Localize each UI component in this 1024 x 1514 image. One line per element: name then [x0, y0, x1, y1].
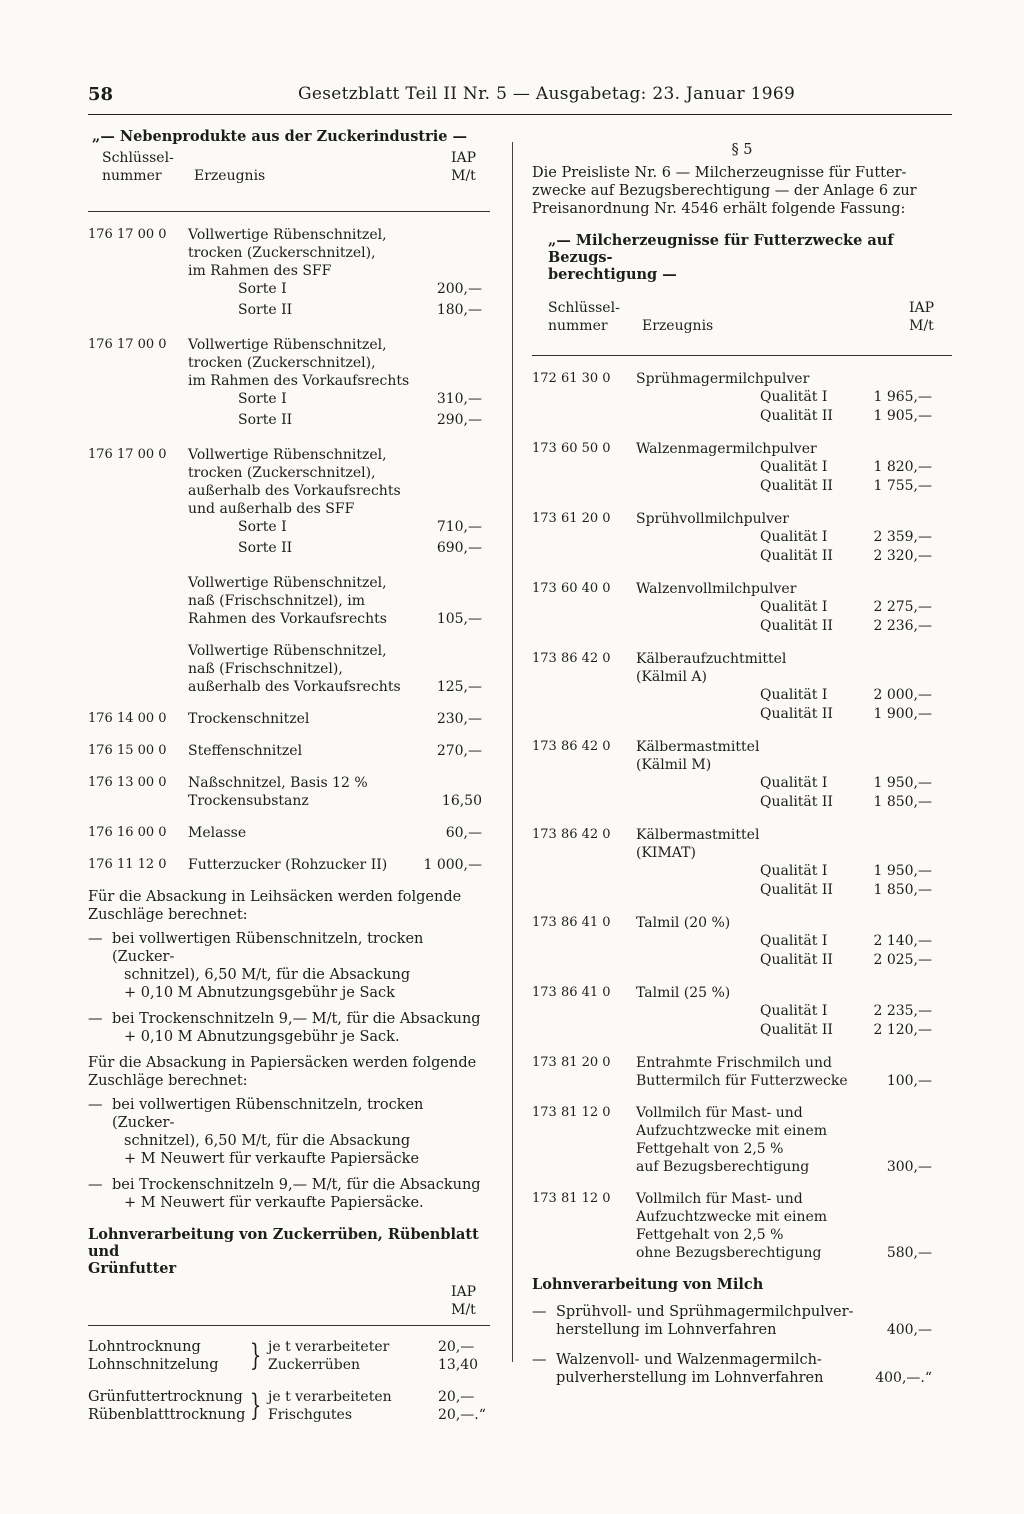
grade-label: Qualität II	[760, 1022, 833, 1038]
lohn-rows	[88, 1338, 490, 1432]
grade-label: Qualität I	[760, 389, 828, 405]
lohn-item: Lohntrocknung	[88, 1339, 201, 1355]
right-column	[532, 128, 952, 1399]
product-name	[188, 446, 490, 518]
product-line: Sprühvollmilchpulver	[636, 511, 790, 527]
product-code: 173 60 40 0	[532, 581, 611, 596]
bullet-dash: —	[532, 1304, 547, 1320]
lohn-prices	[438, 1388, 486, 1424]
sub-row	[88, 390, 490, 411]
product-name	[636, 914, 952, 932]
price: 60,—	[445, 825, 482, 841]
price: 2 025,—	[873, 952, 932, 968]
product-name	[636, 580, 952, 598]
price: 2 320,—	[873, 548, 932, 564]
price: 20,—.“	[438, 1407, 486, 1423]
lohn-desc	[268, 1338, 389, 1374]
price: 13,40	[438, 1357, 479, 1373]
product-code: 176 11 12 0	[88, 857, 167, 872]
table-row	[88, 574, 490, 628]
price: 1 000,—	[423, 857, 482, 873]
product-line: Aufzuchtzwecke mit einem	[636, 1123, 828, 1139]
table-row	[532, 580, 952, 636]
price: 1 900,—	[873, 706, 932, 722]
bullet-line: + M Neuwert für verkaufte Papiersäcke	[124, 1151, 420, 1167]
table-header	[532, 289, 952, 355]
brace: }	[249, 1338, 262, 1373]
table-row	[88, 824, 490, 842]
bullet-item	[88, 1010, 490, 1046]
grade-label: Qualität I	[760, 1003, 828, 1019]
bullet-list	[88, 1096, 490, 1212]
paragraph: Für die Absackung in Leihsäcken werden folgende Zuschläge berechnet:	[88, 889, 462, 923]
lohn-desc-line: je t verarbeiteten	[268, 1389, 392, 1405]
lohn-table-header	[88, 1277, 490, 1321]
bullet-line: pulverherstellung im Lohnverfahren	[556, 1370, 824, 1386]
quality-row	[532, 705, 952, 724]
lohn-row	[88, 1338, 490, 1382]
bullet-line: bei vollwertigen Rübenschnitzeln, trocken (Zucker-	[112, 931, 424, 965]
grade-label: Qualität I	[760, 933, 828, 949]
bullet-line: bei Trockenschnitzeln 9,— M/t, für die Absackung	[112, 1011, 481, 1027]
price: 310,—	[436, 391, 482, 407]
price: 1 850,—	[873, 882, 932, 898]
product-line: Futterzucker (Rohzucker II)	[188, 857, 388, 873]
bullet-line: herstellung im Lohnverfahren	[556, 1322, 777, 1338]
price: 20,—	[438, 1389, 475, 1405]
col-price-header: IAP M/t	[908, 300, 934, 334]
product-name	[188, 226, 490, 280]
lohn-desc-line: Zuckerrüben	[268, 1357, 361, 1373]
product-line: Vollwertige Rübenschnitzel,	[188, 337, 387, 353]
product-line: außerhalb des Vorkaufsrechts	[188, 679, 401, 695]
header-rule	[88, 211, 490, 212]
col-code-header: Schlüssel- nummer	[102, 150, 174, 184]
product-code: 173 86 42 0	[532, 651, 611, 666]
col-code-header: Schlüssel- nummer	[548, 300, 620, 334]
lohn-desc-line: je t verarbeiteter	[268, 1339, 390, 1355]
sub-row	[88, 518, 490, 539]
left-entries	[88, 226, 490, 874]
header-rule	[532, 355, 952, 356]
table-row	[532, 1054, 952, 1090]
price: 230,—	[436, 711, 482, 727]
table-row	[88, 710, 490, 728]
bullet-dash: —	[532, 1352, 547, 1368]
quality-row	[532, 477, 952, 496]
price: 690,—	[436, 540, 482, 556]
bullet-line: schnitzel), 6,50 M/t, für die Absackung	[124, 1133, 411, 1149]
product-code: 176 15 00 0	[88, 743, 167, 758]
price: 300,—	[886, 1159, 932, 1175]
product-line: im Rahmen des SFF	[188, 263, 332, 279]
product-code: 173 61 20 0	[532, 511, 611, 526]
price: 100,—	[886, 1073, 932, 1089]
grade-label: Qualität II	[760, 882, 833, 898]
product-name	[636, 370, 952, 388]
table-row	[532, 370, 952, 426]
table-row	[532, 440, 952, 496]
bullet-line: + 0,10 M Abnutzungsgebühr je Sack.	[124, 1029, 400, 1045]
price: 2 140,—	[873, 933, 932, 949]
lohn-milch-title: Lohnverarbeitung von Milch	[532, 1276, 764, 1293]
col-product-header: Erzeugnis	[642, 318, 714, 334]
product-line: Entrahmte Frischmilch und	[636, 1055, 833, 1071]
quality-row	[532, 932, 952, 951]
product-line: trocken (Zuckerschnitzel),	[188, 355, 376, 371]
product-line: Vollwertige Rübenschnitzel,	[188, 575, 387, 591]
bullet-line: schnitzel), 6,50 M/t, für die Absackung	[124, 967, 411, 983]
product-line: Kälberaufzuchtmittel	[636, 651, 787, 667]
grade-label: Qualität I	[760, 863, 828, 879]
lohn-desc	[268, 1388, 392, 1424]
quality-row	[532, 617, 952, 636]
product-line: Melasse	[188, 825, 247, 841]
bullet-list	[88, 930, 490, 1046]
table-row	[532, 510, 952, 566]
price: 1 820,—	[873, 459, 932, 475]
table-row	[88, 336, 490, 432]
product-line: und außerhalb des SFF	[188, 501, 355, 517]
price: 16,50	[441, 793, 482, 809]
price: 1 905,—	[873, 408, 932, 424]
product-line: Buttermilch für Futterzwecke	[636, 1073, 848, 1089]
page-header	[88, 84, 952, 115]
product-line: Walzenmagermilchpulver	[636, 441, 817, 457]
product-code: 173 86 42 0	[532, 739, 611, 754]
grade-label: Qualität II	[760, 478, 833, 494]
table-row	[532, 826, 952, 900]
product-code: 173 86 41 0	[532, 985, 611, 1000]
lohn-prices	[438, 1338, 478, 1374]
price: 2 359,—	[873, 529, 932, 545]
product-name	[636, 650, 952, 686]
col-product-header: Erzeugnis	[194, 168, 266, 184]
bullet-line: bei Trockenschnitzeln 9,— M/t, für die Absackung	[112, 1177, 481, 1193]
product-line: Talmil (25 %)	[636, 985, 731, 1001]
price: 20,—	[438, 1339, 475, 1355]
quality-row	[532, 528, 952, 547]
lohn-title: Lohnverarbeitung von Zuckerrüben, Rübenblatt und Grünfutter	[88, 1226, 479, 1277]
bullet-item	[532, 1351, 952, 1387]
grade-label: Sorte II	[238, 302, 293, 318]
bullet-item	[532, 1303, 952, 1339]
grade-label: Qualität I	[760, 775, 828, 791]
grade-label: Qualität II	[760, 408, 833, 424]
grade-label: Qualität I	[760, 687, 828, 703]
product-name	[188, 336, 490, 390]
product-code: 173 81 12 0	[532, 1105, 611, 1120]
grade-label: Sorte II	[238, 412, 293, 428]
price: 400,—.“	[875, 1370, 932, 1386]
product-line: auf Bezugsberechtigung	[636, 1159, 810, 1175]
table-title: „— Milcherzeugnisse für Futterzwecke auf Bezugs- berechtigung —	[548, 232, 894, 283]
quality-row	[532, 458, 952, 477]
quality-row	[532, 862, 952, 881]
page-title: Gesetzblatt Teil II Nr. 5 — Ausgabetag: 23. Januar 1969	[298, 84, 796, 104]
product-line: (Kälmil M)	[636, 757, 712, 773]
product-code: 176 14 00 0	[88, 711, 167, 726]
table-row	[88, 446, 490, 560]
product-line: Rahmen des Vorkaufsrechts	[188, 611, 387, 627]
quality-row	[532, 793, 952, 812]
table-row	[88, 856, 490, 874]
product-name	[636, 510, 952, 528]
grade-label: Qualität II	[760, 548, 833, 564]
price: 1 950,—	[873, 863, 932, 879]
product-line: Vollwertige Rübenschnitzel,	[188, 447, 387, 463]
brace: }	[249, 1388, 262, 1423]
product-line: Sprühmagermilchpulver	[636, 371, 810, 387]
bullet-line: Sprühvoll- und Sprühmagermilchpulver-	[556, 1304, 854, 1320]
product-line: Naßschnitzel, Basis 12 %	[188, 775, 368, 791]
sub-row	[88, 280, 490, 301]
product-name	[636, 826, 952, 862]
product-code: 173 60 50 0	[532, 441, 611, 456]
product-line: Steffenschnitzel	[188, 743, 303, 759]
price: 1 755,—	[873, 478, 932, 494]
price: 400,—	[886, 1322, 932, 1338]
bullet-dash: —	[88, 1177, 103, 1193]
price: 200,—	[436, 281, 482, 297]
product-code: 173 81 12 0	[532, 1191, 611, 1206]
intro-paragraph: Die Preisliste Nr. 6 — Milcherzeugnisse für Futter- zwecke auf Bezugsberechtigung — der Anlage 6 zur Preisanordnung Nr. 4546 erhält folgende Fassung:	[532, 165, 917, 217]
price: 2 235,—	[873, 1003, 932, 1019]
price: 2 275,—	[873, 599, 932, 615]
grade-label: Sorte I	[238, 281, 287, 297]
table-row	[88, 642, 490, 696]
product-line: Trockenschnitzel	[188, 711, 310, 727]
lohn-item: Rübenblatttrocknung	[88, 1407, 246, 1423]
product-line: Walzenvollmilchpulver	[636, 581, 797, 597]
product-code: 173 86 41 0	[532, 915, 611, 930]
right-entries	[532, 370, 952, 1262]
product-line: (KIMAT)	[636, 845, 696, 861]
paragraph: Für die Absackung in Papiersäcken werden folgende Zuschläge berechnet:	[88, 1055, 477, 1089]
price: 105,—	[436, 611, 482, 627]
product-line: Vollwertige Rübenschnitzel,	[188, 227, 387, 243]
sub-row	[88, 301, 490, 322]
bullet-item	[88, 1176, 490, 1212]
price: 180,—	[436, 302, 482, 318]
lohn-item: Lohnschnitzelung	[88, 1357, 219, 1373]
quality-row	[532, 881, 952, 900]
lohn-milch-list	[532, 1303, 952, 1387]
product-line: Aufzuchtzwecke mit einem	[636, 1209, 828, 1225]
product-line: Vollwertige Rübenschnitzel,	[188, 643, 387, 659]
product-line: Kälbermastmittel	[636, 827, 760, 843]
lohn-rule	[88, 1325, 490, 1326]
bullet-item	[88, 1096, 490, 1168]
product-line: Vollmilch für Mast- und	[636, 1191, 803, 1207]
quality-row	[532, 547, 952, 566]
col-price-header: IAP M/t	[450, 1284, 476, 1318]
sub-row	[88, 539, 490, 560]
grade-label: Qualität I	[760, 599, 828, 615]
price: 1 950,—	[873, 775, 932, 791]
lohn-desc-line: Frischgutes	[268, 1407, 352, 1423]
bullet-dash: —	[88, 1011, 103, 1027]
lohn-item: Grünfuttertrocknung	[88, 1389, 243, 1405]
table-row	[88, 774, 490, 810]
price: 270,—	[436, 743, 482, 759]
table-row	[532, 914, 952, 970]
product-line: im Rahmen des Vorkaufsrechts	[188, 373, 410, 389]
product-code: 173 81 20 0	[532, 1055, 611, 1070]
price: 2 000,—	[873, 687, 932, 703]
grade-label: Qualität II	[760, 706, 833, 722]
product-code: 172 61 30 0	[532, 371, 611, 386]
grade-label: Qualität II	[760, 952, 833, 968]
price: 710,—	[436, 519, 482, 535]
section-number: § 5	[731, 142, 753, 158]
product-line: trocken (Zuckerschnitzel),	[188, 465, 376, 481]
page-number: 58	[88, 84, 114, 105]
product-line: außerhalb des Vorkaufsrechts	[188, 483, 401, 499]
bullet-dash: —	[88, 1097, 103, 1113]
product-line: (Kälmil A)	[636, 669, 707, 685]
sub-row	[88, 411, 490, 432]
product-code: 176 13 00 0	[88, 775, 167, 790]
price: 2 120,—	[873, 1022, 932, 1038]
price: 1 965,—	[873, 389, 932, 405]
bullet-dash: —	[88, 931, 103, 947]
price: 125,—	[436, 679, 482, 695]
quality-row	[532, 598, 952, 617]
left-column	[88, 128, 490, 1438]
quality-row	[532, 951, 952, 970]
grade-label: Qualität II	[760, 794, 833, 810]
price: 580,—	[886, 1245, 932, 1261]
lohn-items	[88, 1338, 219, 1374]
grade-label: Qualität II	[760, 618, 833, 634]
product-code: 176 17 00 0	[88, 227, 167, 242]
bullet-line: Walzenvoll- und Walzenmagermilch-	[556, 1352, 822, 1368]
grade-label: Qualität I	[760, 459, 828, 475]
table-row	[532, 738, 952, 812]
quality-row	[532, 388, 952, 407]
product-code: 176 16 00 0	[88, 825, 167, 840]
bullet-line: bei vollwertigen Rübenschnitzeln, trocken (Zucker-	[112, 1097, 424, 1131]
bullet-line: + M Neuwert für verkaufte Papiersäcke.	[124, 1195, 424, 1211]
lohn-row	[88, 1388, 490, 1432]
product-line: naß (Frischschnitzel), im	[188, 593, 365, 609]
grade-label: Sorte II	[238, 540, 293, 556]
product-line: ohne Bezugsberechtigung	[636, 1245, 822, 1261]
table-row	[88, 742, 490, 760]
table-row	[532, 984, 952, 1040]
bullet-item	[88, 930, 490, 1002]
product-line: Vollmilch für Mast- und	[636, 1105, 803, 1121]
quality-row	[532, 407, 952, 426]
grade-label: Sorte I	[238, 519, 287, 535]
table-row	[532, 650, 952, 724]
product-line: Fettgehalt von 2,5 %	[636, 1227, 784, 1243]
product-code: 176 17 00 0	[88, 447, 167, 462]
product-line: Kälbermastmittel	[636, 739, 760, 755]
product-line: trocken (Zuckerschnitzel),	[188, 245, 376, 261]
quality-row	[532, 1002, 952, 1021]
price: 290,—	[436, 412, 482, 428]
product-code: 173 86 42 0	[532, 827, 611, 842]
product-line: Fettgehalt von 2,5 %	[636, 1141, 784, 1157]
grade-label: Sorte I	[238, 391, 287, 407]
quality-row	[532, 686, 952, 705]
price: 1 850,—	[873, 794, 932, 810]
product-name	[188, 824, 490, 842]
table-row	[532, 1104, 952, 1176]
product-name	[636, 440, 952, 458]
quality-row	[532, 1021, 952, 1040]
section-title: „— Nebenprodukte aus der Zuckerindustrie —	[92, 128, 468, 145]
product-name	[636, 984, 952, 1002]
table-row	[532, 1190, 952, 1262]
price: 2 236,—	[873, 618, 932, 634]
col-price-header: IAP M/t	[450, 150, 476, 184]
quality-row	[532, 774, 952, 793]
product-line: Talmil (20 %)	[636, 915, 731, 931]
table-row	[88, 226, 490, 322]
table-header	[88, 145, 490, 211]
lohn-items	[88, 1388, 245, 1424]
product-line: naß (Frischschnitzel),	[188, 661, 343, 677]
bullet-line: + 0,10 M Abnutzungsgebühr je Sack	[124, 985, 395, 1001]
product-line: Trockensubstanz	[188, 793, 309, 809]
grade-label: Qualität I	[760, 529, 828, 545]
product-code: 176 17 00 0	[88, 337, 167, 352]
column-divider	[512, 142, 513, 1362]
product-name	[636, 738, 952, 774]
